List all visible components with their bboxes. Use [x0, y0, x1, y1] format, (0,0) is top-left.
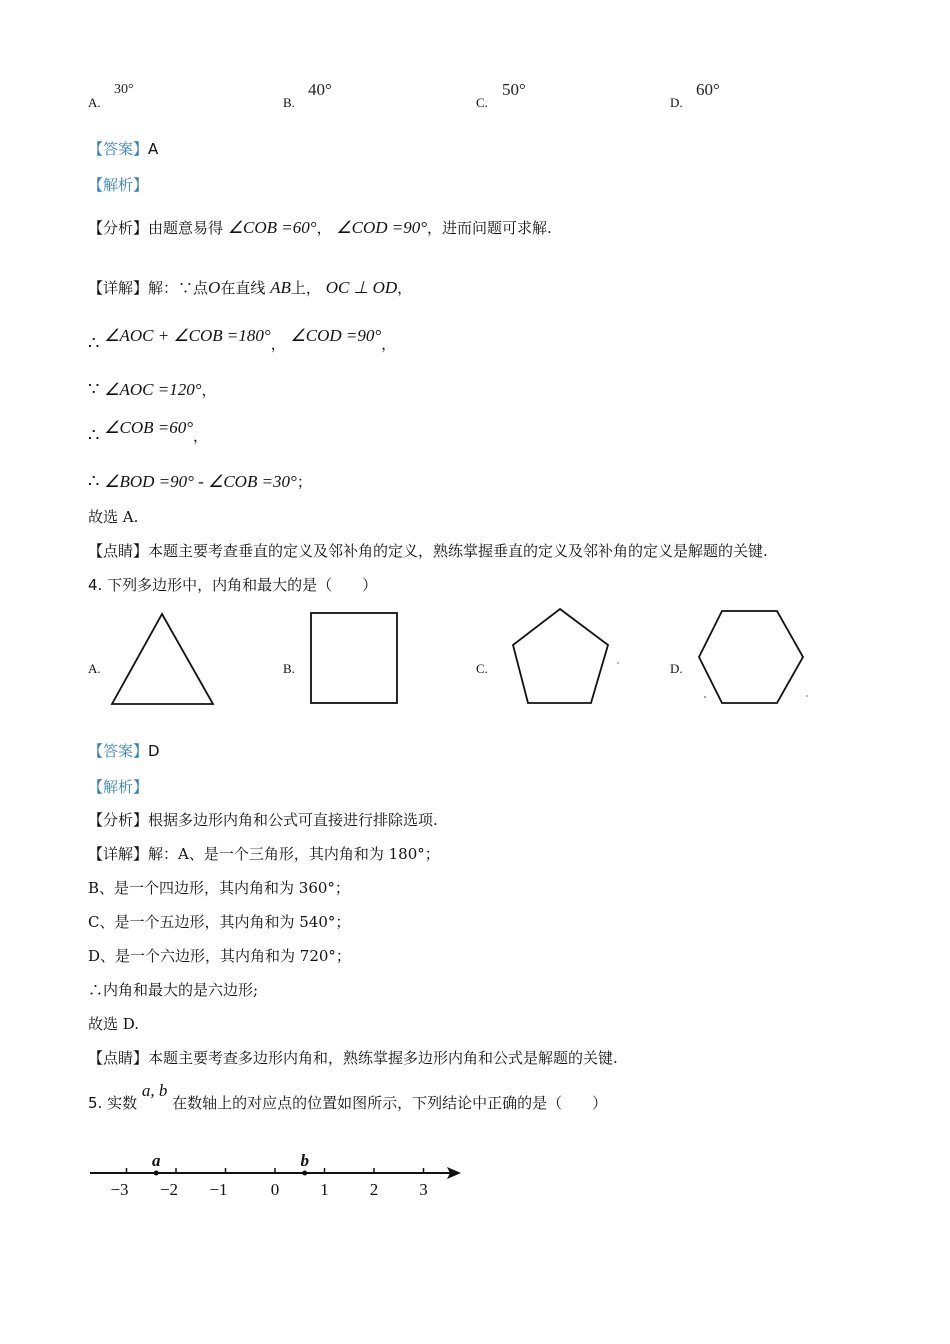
q3-derivation-line-1: [88, 326, 397, 354]
square-figure: [305, 607, 405, 709]
dianjing-text: 本题主要考查多边形内角和，熟练掌握多边形内角和公式是解题的关键.: [148, 1049, 618, 1067]
line1-math-2: ∠COD =90°: [290, 326, 382, 345]
q4-fenxi-row: [88, 810, 438, 830]
xiangjie-text: 解：A、是一个三角形，其内角和为 180°；: [148, 845, 440, 863]
xiangjie-tag: 【详解】: [88, 279, 149, 297]
q4-question: [88, 575, 377, 595]
question-prefix: 实数: [107, 1094, 138, 1112]
number-line-figure: [85, 1148, 475, 1206]
dianjing-tag: 【点睛】: [88, 1049, 149, 1067]
line1-end: ，: [381, 335, 397, 353]
q4-option-b-letter: B.: [283, 661, 295, 676]
q3-option-b-letter: B.: [283, 95, 295, 110]
q4-option-a-letter: A.: [88, 661, 101, 676]
question-text: 在数轴上的对应点的位置如图所示，下列结论中正确的是（ ）: [172, 1094, 608, 1112]
dianjing-text: 本题主要考查垂直的定义及邻补角的定义，熟练掌握垂直的定义及邻补角的定义是解题的关键.: [148, 542, 768, 560]
number-line: [90, 1151, 461, 1199]
q3-option-d-value: 60°: [696, 80, 720, 99]
q3-derivation-line-4: [88, 472, 312, 492]
q3-choose: 故选 A.: [88, 508, 139, 526]
line3-math: ∠COB =60°: [104, 418, 193, 437]
q4-line-b: B、是一个四边形，其内角和为 360°；: [88, 879, 350, 897]
fenxi-tag: 【分析】: [88, 811, 149, 829]
xiangjie-text-3: 上，: [290, 279, 321, 297]
q3-xiangjie-row: [88, 278, 412, 298]
q3-fenxi-row: [88, 218, 552, 238]
question-number: 4.: [88, 576, 103, 594]
because-symbol: ∵: [88, 379, 100, 400]
q4-xiangjie-row: [88, 844, 440, 864]
tick-label: 0: [270, 1180, 280, 1199]
fenxi-text: 由题意易得: [148, 219, 224, 237]
fenxi-tag: 【分析】: [88, 219, 149, 237]
question-number: 5.: [88, 1094, 103, 1112]
xiangjie-math-perp: OC ⊥ OD: [325, 278, 398, 297]
q4-line-c: C、是一个五边形，其内角和为 540°；: [88, 913, 351, 931]
line2-math: ∠AOC =120°: [104, 380, 202, 399]
therefore-symbol: ∴: [88, 333, 100, 354]
therefore-symbol: ∴: [88, 425, 100, 446]
q5-question: [88, 1081, 608, 1113]
point-label-a: a: [151, 1151, 161, 1170]
q3-option-d-letter: D.: [670, 95, 683, 110]
fenxi-text: 根据多边形内角和公式可直接进行排除选项.: [148, 811, 438, 829]
q3-option-c-value: 50°: [502, 80, 526, 99]
line4-end: ；: [296, 473, 312, 491]
fenxi-math-1: ∠COB =60°: [227, 218, 317, 237]
q4-analysis-tag: 【解析】: [88, 778, 149, 796]
tick-label: −2: [159, 1180, 179, 1199]
q3-derivation-line-3: [88, 418, 209, 446]
line1-math-1: ∠AOC + ∠COB =180°: [104, 326, 271, 345]
q4-option-c-letter: C.: [476, 661, 488, 676]
q3-analysis-tag: 【解析】: [88, 176, 149, 194]
triangle-figure: [105, 610, 220, 710]
line3-end: ，: [193, 427, 209, 445]
q4-answer-row: [88, 741, 160, 761]
line2-end: ，: [201, 381, 217, 399]
pentagon-figure: [505, 603, 625, 709]
hexagon-figure: [695, 604, 815, 708]
q4-option-d-letter: D.: [670, 661, 683, 676]
fenxi-sep: ，: [316, 219, 332, 237]
fenxi-math-2: ∠COD =90°: [336, 218, 428, 237]
line4-math: ∠BOD =90° - ∠COB =30°: [104, 472, 297, 491]
point-label-b: b: [300, 1151, 309, 1170]
question-text: 下列多边形中，内角和最大的是（ ）: [107, 576, 378, 594]
dianjing-tag: 【点睛】: [88, 542, 149, 560]
q4-conclusion: ∴内角和最大的是六边形;: [88, 981, 259, 999]
tick-label: −1: [209, 1180, 228, 1199]
q3-option-a-value: 30°: [114, 82, 134, 97]
q3-option-a-letter: A.: [88, 95, 101, 110]
tick-label: −3: [110, 1180, 129, 1199]
answer-value: D: [148, 742, 160, 760]
answer-tag: 【答案】: [88, 742, 149, 760]
xiangjie-text-4: ，: [397, 279, 413, 297]
q3-derivation-line-2: [88, 380, 217, 400]
q4-line-d: D、是一个六边形，其内角和为 720°；: [88, 947, 351, 965]
question-variables: a, b: [141, 1081, 168, 1100]
answer-value: A: [148, 140, 159, 158]
q3-answer-row: [88, 139, 158, 159]
tick-label: 1: [320, 1180, 329, 1199]
xiangjie-tag: 【详解】: [88, 845, 149, 863]
answer-tag: 【答案】: [88, 140, 149, 158]
line1-sep: ，: [270, 335, 286, 353]
fenxi-text-2: ，进而问题可求解.: [427, 219, 552, 237]
q3-option-c-letter: C.: [476, 95, 488, 110]
point-b: [302, 1171, 307, 1176]
tick-label: 3: [419, 1180, 428, 1199]
therefore-symbol: ∴: [88, 471, 100, 492]
tick-label: 2: [369, 1180, 379, 1199]
q4-choose: 故选 D.: [88, 1015, 140, 1033]
point-a: [154, 1171, 159, 1176]
q3-option-b-value: 40°: [308, 80, 332, 99]
xiangjie-math-ab: AB: [270, 278, 291, 297]
xiangjie-math-o: O: [208, 278, 221, 297]
q4-dianjing-row: [88, 1048, 618, 1068]
xiangjie-text: 解：∵点: [148, 279, 209, 297]
q3-dianjing-row: [88, 541, 768, 561]
xiangjie-text-2: 在直线: [220, 279, 266, 297]
